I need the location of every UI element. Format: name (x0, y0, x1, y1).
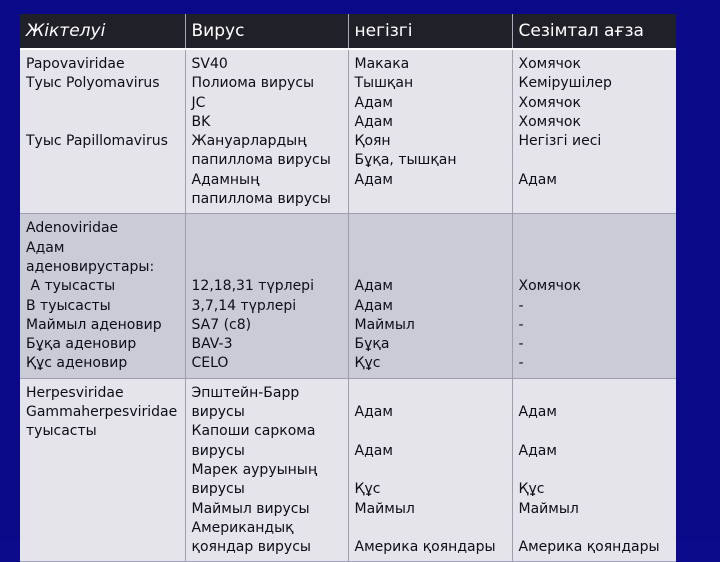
cell-line (519, 461, 677, 480)
cell-main-host (348, 214, 512, 378)
cell-line: Маймыл (518, 500, 579, 517)
cell-line: 12,18,31 түрлері (191, 278, 314, 295)
cell-line: Адамның (191, 171, 260, 188)
cell-line: - (518, 336, 524, 353)
cell-line: Америка қояндары (354, 539, 496, 556)
cell-line (519, 384, 677, 403)
cell-line: Adenoviridae (26, 220, 119, 237)
cell-line: Макака (354, 56, 410, 72)
cell-line (519, 422, 677, 441)
cell-line: туысасты (26, 423, 97, 440)
cell-line: Негізгі иесі (518, 133, 602, 150)
cell-line: Адам (518, 442, 557, 459)
cell-line: Хомячок (518, 56, 581, 72)
cell-line: Эпштейн-Барр (191, 384, 300, 401)
cell-virus (185, 49, 348, 214)
cell-line: CELO (191, 355, 229, 372)
table-row (20, 49, 676, 214)
cell-line: папиллома вирусы (191, 152, 331, 169)
cell-line: Gammaherpesviridae (26, 404, 178, 421)
cell-line: Адам (354, 442, 393, 459)
cell-line: Хомячок (518, 113, 581, 130)
cell-line: аденовирустары: (26, 258, 155, 275)
cell-line: Адам (354, 171, 393, 188)
cell-line: папиллома вирусы (191, 191, 331, 208)
header-classification: Жіктелуі (20, 14, 185, 49)
cell-line (192, 239, 348, 258)
cell-line: Бұқа аденовир (26, 336, 137, 353)
cell-line: вирусы (191, 404, 245, 421)
cell-line: Адам (354, 278, 393, 295)
cell-line: JC (191, 94, 206, 111)
cell-line: Құс (354, 355, 381, 372)
cell-classification (20, 214, 185, 378)
cell-line: - (518, 316, 524, 333)
cell-line: Туыс Papillomavirus (26, 133, 168, 150)
cell-line: Хомячок (518, 278, 581, 295)
table-row (20, 378, 676, 562)
cell-line: Қоян (354, 133, 391, 150)
cell-line (355, 219, 512, 238)
cell-line: қояндар вирусы (191, 539, 311, 556)
cell-sensitive-organism (512, 49, 676, 214)
cell-line (355, 519, 512, 538)
cell-line: Маймыл (354, 500, 415, 517)
header-sensitive-organism: Сезімтал ағза (512, 14, 676, 49)
cell-line: - (518, 297, 524, 314)
table-row (20, 214, 676, 378)
cell-line (519, 519, 677, 538)
cell-line (355, 239, 512, 258)
cell-line: Papovaviridae (26, 56, 125, 72)
cell-line: Құс (354, 481, 381, 498)
cell-line: Маймыл вирусы (191, 500, 310, 517)
header-main-host: негізгі (348, 14, 512, 49)
cell-line: SV40 (191, 56, 228, 72)
cell-line (192, 219, 348, 238)
header-virus: Вирус (185, 14, 348, 49)
virus-classification-table (20, 14, 676, 562)
cell-line: - (518, 355, 524, 372)
cell-line: Кемірушілер (518, 75, 612, 92)
cell-line: BAV-3 (191, 336, 233, 353)
cell-line: Американдық (191, 519, 294, 536)
cell-line: SA7 (c8) (191, 316, 252, 333)
cell-line: Бұқа (354, 336, 390, 353)
cell-line: Тышқан (354, 75, 414, 92)
cell-line: Құс аденовир (26, 355, 128, 372)
cell-line (192, 258, 348, 277)
cell-sensitive-organism (512, 214, 676, 378)
header-row (20, 14, 676, 49)
cell-line: вирусы (191, 481, 245, 498)
cell-line: Адам (354, 297, 393, 314)
cell-classification (20, 49, 185, 214)
cell-line: Жануарлардың (191, 133, 307, 150)
cell-line: Марек ауруының (191, 461, 318, 478)
cell-line: Маймыл аденовир (26, 316, 162, 333)
cell-line: вирусы (191, 442, 245, 459)
cell-virus (185, 378, 348, 562)
cell-line: Туыс Polyomavirus (26, 75, 160, 92)
cell-line (519, 219, 677, 238)
cell-line: А туысасты (26, 278, 116, 295)
cell-classification (20, 378, 185, 562)
cell-line: Бұқа, тышқан (354, 152, 457, 169)
cell-main-host (348, 49, 512, 214)
cell-line: BK (191, 113, 211, 130)
cell-line (519, 239, 677, 258)
cell-main-host (348, 378, 512, 562)
cell-line: Құс (518, 481, 545, 498)
cell-virus (185, 214, 348, 378)
cell-line: Адам (354, 94, 393, 111)
cell-line: Маймыл (354, 316, 415, 333)
cell-line: Адам (518, 404, 557, 421)
cell-line: Хомячок (518, 94, 581, 111)
cell-line: Адам (354, 404, 393, 421)
cell-line (26, 94, 185, 113)
cell-line: Herpesviridae (26, 384, 124, 401)
cell-line: Адам (518, 171, 557, 188)
cell-sensitive-organism (512, 378, 676, 562)
cell-line (355, 461, 512, 480)
cell-line: Полиома вирусы (191, 75, 315, 92)
cell-line (355, 258, 512, 277)
cell-line (355, 422, 512, 441)
cell-line: Америка қояндары (518, 539, 660, 556)
cell-line (355, 384, 512, 403)
cell-line (519, 258, 677, 277)
cell-line: Адам (354, 113, 393, 130)
cell-line: 3,7,14 түрлері (191, 297, 297, 314)
cell-line: В туысасты (26, 297, 111, 314)
cell-line: Адам (26, 239, 65, 256)
cell-line (26, 113, 185, 132)
cell-line (519, 151, 677, 170)
cell-line: Капоши саркома (191, 423, 316, 440)
